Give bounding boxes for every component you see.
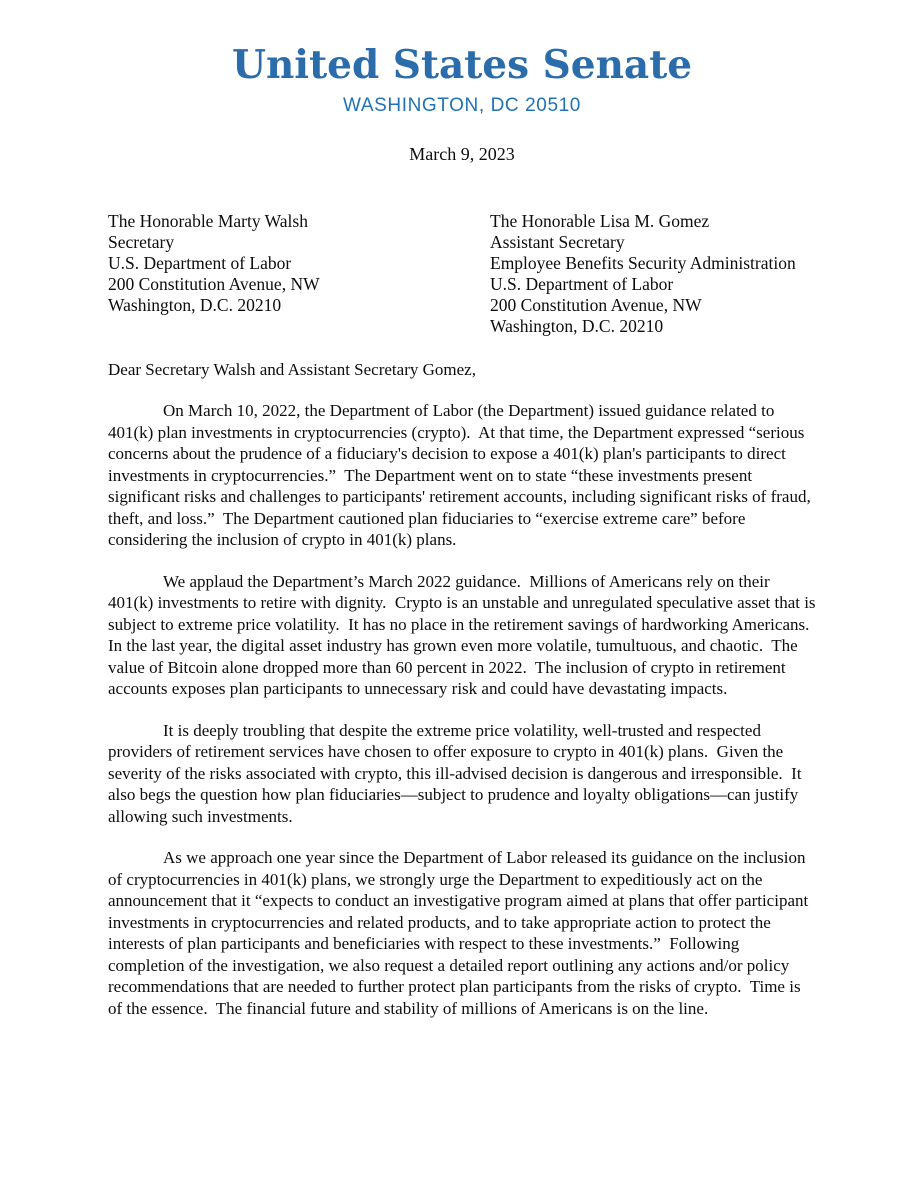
body-paragraph-2: We applaud the Department’s March 2022 guidance. Millions of Americans rely on their 401(k) investments to retire with dignity. Crypto is an unstable and unregulated speculative asset that is subject to extreme price volatility. It has no place in the retirement savings of hardworking Americans. In the last year, the digital asset industry has grown even more volatile, tumultuous, and chaotic. The value of Bitcoin alone dropped more than 60 percent in 2022. The inclusion of crypto in retirement accounts exposes plan participants to unnecessary risk and could have devastating impacts. xyxy=(108,571,820,699)
letterhead-city-line: WASHINGTON, DC 20510 xyxy=(343,94,581,116)
recipient-block-gomez xyxy=(490,211,818,337)
body-paragraph-3: It is deeply troubling that despite the extreme price volatility, well-trusted and respected providers of retirement services have chosen to offer exposure to crypto in 401(k) plans. Given the severity of the risks associated with crypto, this ill-advised decision is dangerous and irresponsible. It also begs the question how plan fiduciaries—subject to prudence and loyalty obligations—can justify allowing such investments. xyxy=(108,720,806,826)
recipient-line: Secretary xyxy=(108,231,175,252)
senate-letterhead-title: United States Senate xyxy=(231,42,693,88)
recipient-line: The Honorable Marty Walsh xyxy=(108,210,308,231)
recipient-line: Washington, D.C. 20210 xyxy=(108,294,282,315)
body-paragraph-1: On March 10, 2022, the Department of Labor (the Department) issued guidance related to 401(k) plan investments in cryptocurrencies (crypto). At that time, the Department expressed “serious concerns about the prudence of a fiduciary's decision to expose a 401(k) plan's participants to direct investments in cryptocurrencies.” The Department went on to state “these investments present significant risks and challenges to participants' retirement accounts, including significant risks of fraud, theft, and loss.” The Department cautioned plan fiduciaries to “exercise extreme care” before considering the inclusion of crypto in 401(k) plans. xyxy=(108,401,815,550)
recipient-line: U.S. Department of Labor xyxy=(108,252,292,273)
recipient-line: Assistant Secretary xyxy=(490,231,625,252)
letterhead xyxy=(0,0,924,117)
recipient-line: 200 Constitution Avenue, NW xyxy=(108,273,320,294)
body-paragraph-4: As we approach one year since the Department of Labor released its guidance on the inclusion of cryptocurrencies in 401(k) plans, we strongly urge the Department to expeditiously act on the announcement that it “expects to conduct an investigative program aimed at plans that offer participant investments in cryptocurrencies and related products, and to take appropriate action to protect the interests of plan participants and beneficiaries with respect to these investments.” Following completion of the investigation, we also request a detailed report outlining any actions and/or policy recommendations that are needed to further protect plan participants from the risks of crypto. Time is of the essence. The financial future and stability of millions of Americans is on the line. xyxy=(108,848,813,1018)
recipient-blocks xyxy=(108,211,818,337)
salutation: Dear Secretary Walsh and Assistant Secretary Gomez, xyxy=(108,359,476,379)
recipient-line: Washington, D.C. 20210 xyxy=(490,315,664,336)
letter-date: March 9, 2023 xyxy=(409,143,515,164)
recipient-line: Employee Benefits Security Administration xyxy=(490,252,796,273)
recipient-line: U.S. Department of Labor xyxy=(490,273,674,294)
recipient-block-walsh xyxy=(108,211,490,337)
recipient-line: The Honorable Lisa M. Gomez xyxy=(490,210,710,231)
recipient-line: 200 Constitution Avenue, NW xyxy=(490,294,702,315)
